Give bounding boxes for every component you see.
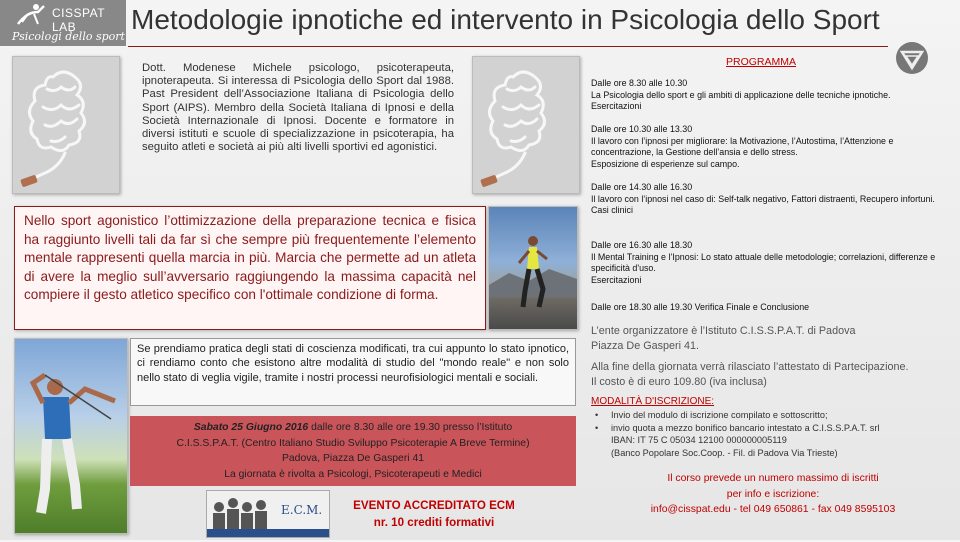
event-time-place: dalle ore 8.30 alle ore 19.30 presso l’Istituto (308, 422, 513, 433)
event-line4: La giornata è rivolta a Psicologi, Psicoterapeuti e Medici (224, 468, 482, 480)
slot-desc: La Psicologia dello sport e gli ambiti di applicazione delle tecniche ipnotiche. (591, 89, 891, 100)
slot-time: Dalle ore 18.30 alle 19.30 Verifica Finale e Conclusione (591, 302, 810, 312)
slot-desc: Casi clinici (591, 205, 633, 216)
bank-line: (Banco Popolare Soc.Coop. - Fil. di Padova Via Trieste) (611, 447, 838, 458)
slot-desc: Il lavoro con l’ipnosi nel caso di: Self-talk negativo, Fattori distraenti, Recupero infortuni. (591, 193, 935, 204)
slot-time: Dalle ore 14.30 alle 16.30 (591, 182, 693, 192)
event-date: Sabato 25 Giugno 2016 (193, 422, 309, 433)
contacts-line1: Il corso prevede un numero massimo di iscritti (667, 473, 879, 484)
brain-rope-image (12, 56, 120, 194)
event-line3: Padova, Piazza De Gasperi 41 (281, 453, 425, 464)
slot-time: Dalle ore 16.30 alle 18.30 (591, 240, 693, 250)
logo-box (0, 0, 126, 46)
event-line1 (130, 420, 576, 436)
runner-photo (488, 206, 578, 330)
certificate-info (591, 360, 959, 391)
ecm-logo-text: E.C.M. (281, 503, 323, 517)
programma-title: PROGRAMMA (726, 56, 797, 68)
slot-desc: Il Mental Training e l’Ipnosi: Lo stato attuale delle metodologie; correlazioni, differenze e specificità d'uso. (591, 251, 936, 274)
triangle-logo-icon (894, 40, 930, 76)
brain-rope-image-2 (472, 56, 580, 194)
title-divider (128, 46, 888, 47)
slot-desc: Esercitazioni (591, 101, 642, 112)
program-slot (591, 302, 951, 314)
golfer-icon (15, 339, 127, 533)
page-title: Metodologie ipnotiche ed intervento in Psicologia dello Sport (131, 4, 880, 35)
list-item: • Invio del modulo di iscrizione compilato e sottoscritto; (595, 410, 828, 420)
ecm-logo (206, 490, 330, 538)
certificate-line1: Alla fine della giornata verrà rilasciato l’attestato di Partecipazione. (591, 361, 909, 373)
logo-title: CISSPAT LAB (52, 6, 105, 34)
event-details (130, 420, 576, 482)
organizer-line2: Piazza De Gasperi 41. (591, 340, 700, 353)
slot-time: Dalle ore 8.30 alle 10.30 (591, 78, 688, 88)
intro-quote: Nello sport agonistico l’ottimizzazione della preparazione tecnica e fisica ha raggiunto livelli tali da far sì che sempre più frequentemente l’elemento mentale rappresenti quella marcia in più. Marcia che permette ad un atleta di avere la meglio sull’avversario raggiungendo la massima capacità nel compiere il gesto atletico specifico con l'ottimale condizione di forma. (24, 213, 476, 303)
list-item: • invio quota a mezzo bonifico bancario intestato a C.I.S.S.P.A.T. srl (595, 422, 880, 433)
organizer-line1: L’ente organizzatore è l’Istituto C.I.S.S.P.A.T. di Padova (591, 325, 856, 337)
runner-icon (489, 207, 577, 329)
iban-line: IBAN: IT 75 C 05034 12100 000000005119 (611, 435, 787, 445)
brain-rope-icon (473, 57, 579, 193)
bullet-icon: • (595, 422, 599, 433)
registration-title: MODALITÀ D'ISCRIZIONE: (591, 396, 715, 407)
golfer-photo (14, 338, 128, 534)
accreditation (334, 497, 534, 531)
slot-desc: Esercitazioni (591, 274, 642, 285)
event-line2: C.I.S.S.P.A.T. (Centro Italiano Studio Sviluppo Psicoterapie A Breve Termine) (176, 437, 530, 449)
program-slot (591, 124, 951, 170)
brain-rope-icon (13, 57, 119, 193)
slot-desc: Il lavoro con l’ipnosi per migliorare: la Motivazione, l’Autostima, l’Attenzione e concentrazione, la Gestione dell’ansia e dello stress. (591, 135, 894, 158)
logo-subtitle: Psicologi dello sport (12, 30, 125, 43)
bullet-icon: • (595, 410, 599, 420)
accreditation-line1: EVENTO ACCREDITATO ECM (353, 499, 515, 512)
speaker-bio: Dott. Modenese Michele psicologo, psicoterapeuta, ipnoterapeuta. Si interessa di Psicologia dello Sport dal 1988. Past President dell’Associazione Italiana di Psicologia dello Sport (AIPS). Membro della Società Italiana di Ipnosi e della Società Internazionale di Ipnosi. Docente e formatore in diversi istituti e scuole di specializzazione in psicoterapia, ha seguito atleti e società ai più alti livelli sportivi ed agonistici. (142, 62, 454, 154)
slot-time: Dalle ore 10.30 alle 13.30 (591, 124, 693, 134)
states-text: Se prendiamo pratica degli stati di coscienza modificati, tra cui appunto lo stato ipnotico, ci rendiamo conto che esistono altre modalità di studio del "mondo reale" e non solo nello stato di veglia vigile, tramite i nostri processi neurofisiologici mentali e sociali. (137, 343, 569, 384)
contacts-line2: per info e iscrizione: (726, 488, 820, 500)
registration-list (591, 409, 955, 459)
slot-desc: Esposizione di esperienze sul campo. (591, 158, 740, 169)
cost-line: Il costo è di euro 109.80 (iva inclusa) (591, 376, 767, 389)
contacts-line3[interactable]: info@cisspat.edu - tel 049 650861 - fax 049 8595103 (650, 504, 896, 515)
program-slot (591, 240, 951, 286)
contacts (600, 471, 946, 518)
accreditation-line2: nr. 10 crediti formativi (373, 516, 495, 529)
organizer-info (591, 324, 951, 355)
runner-logo-icon (14, 2, 48, 28)
program-slot (591, 78, 951, 113)
program-slot (591, 182, 951, 217)
